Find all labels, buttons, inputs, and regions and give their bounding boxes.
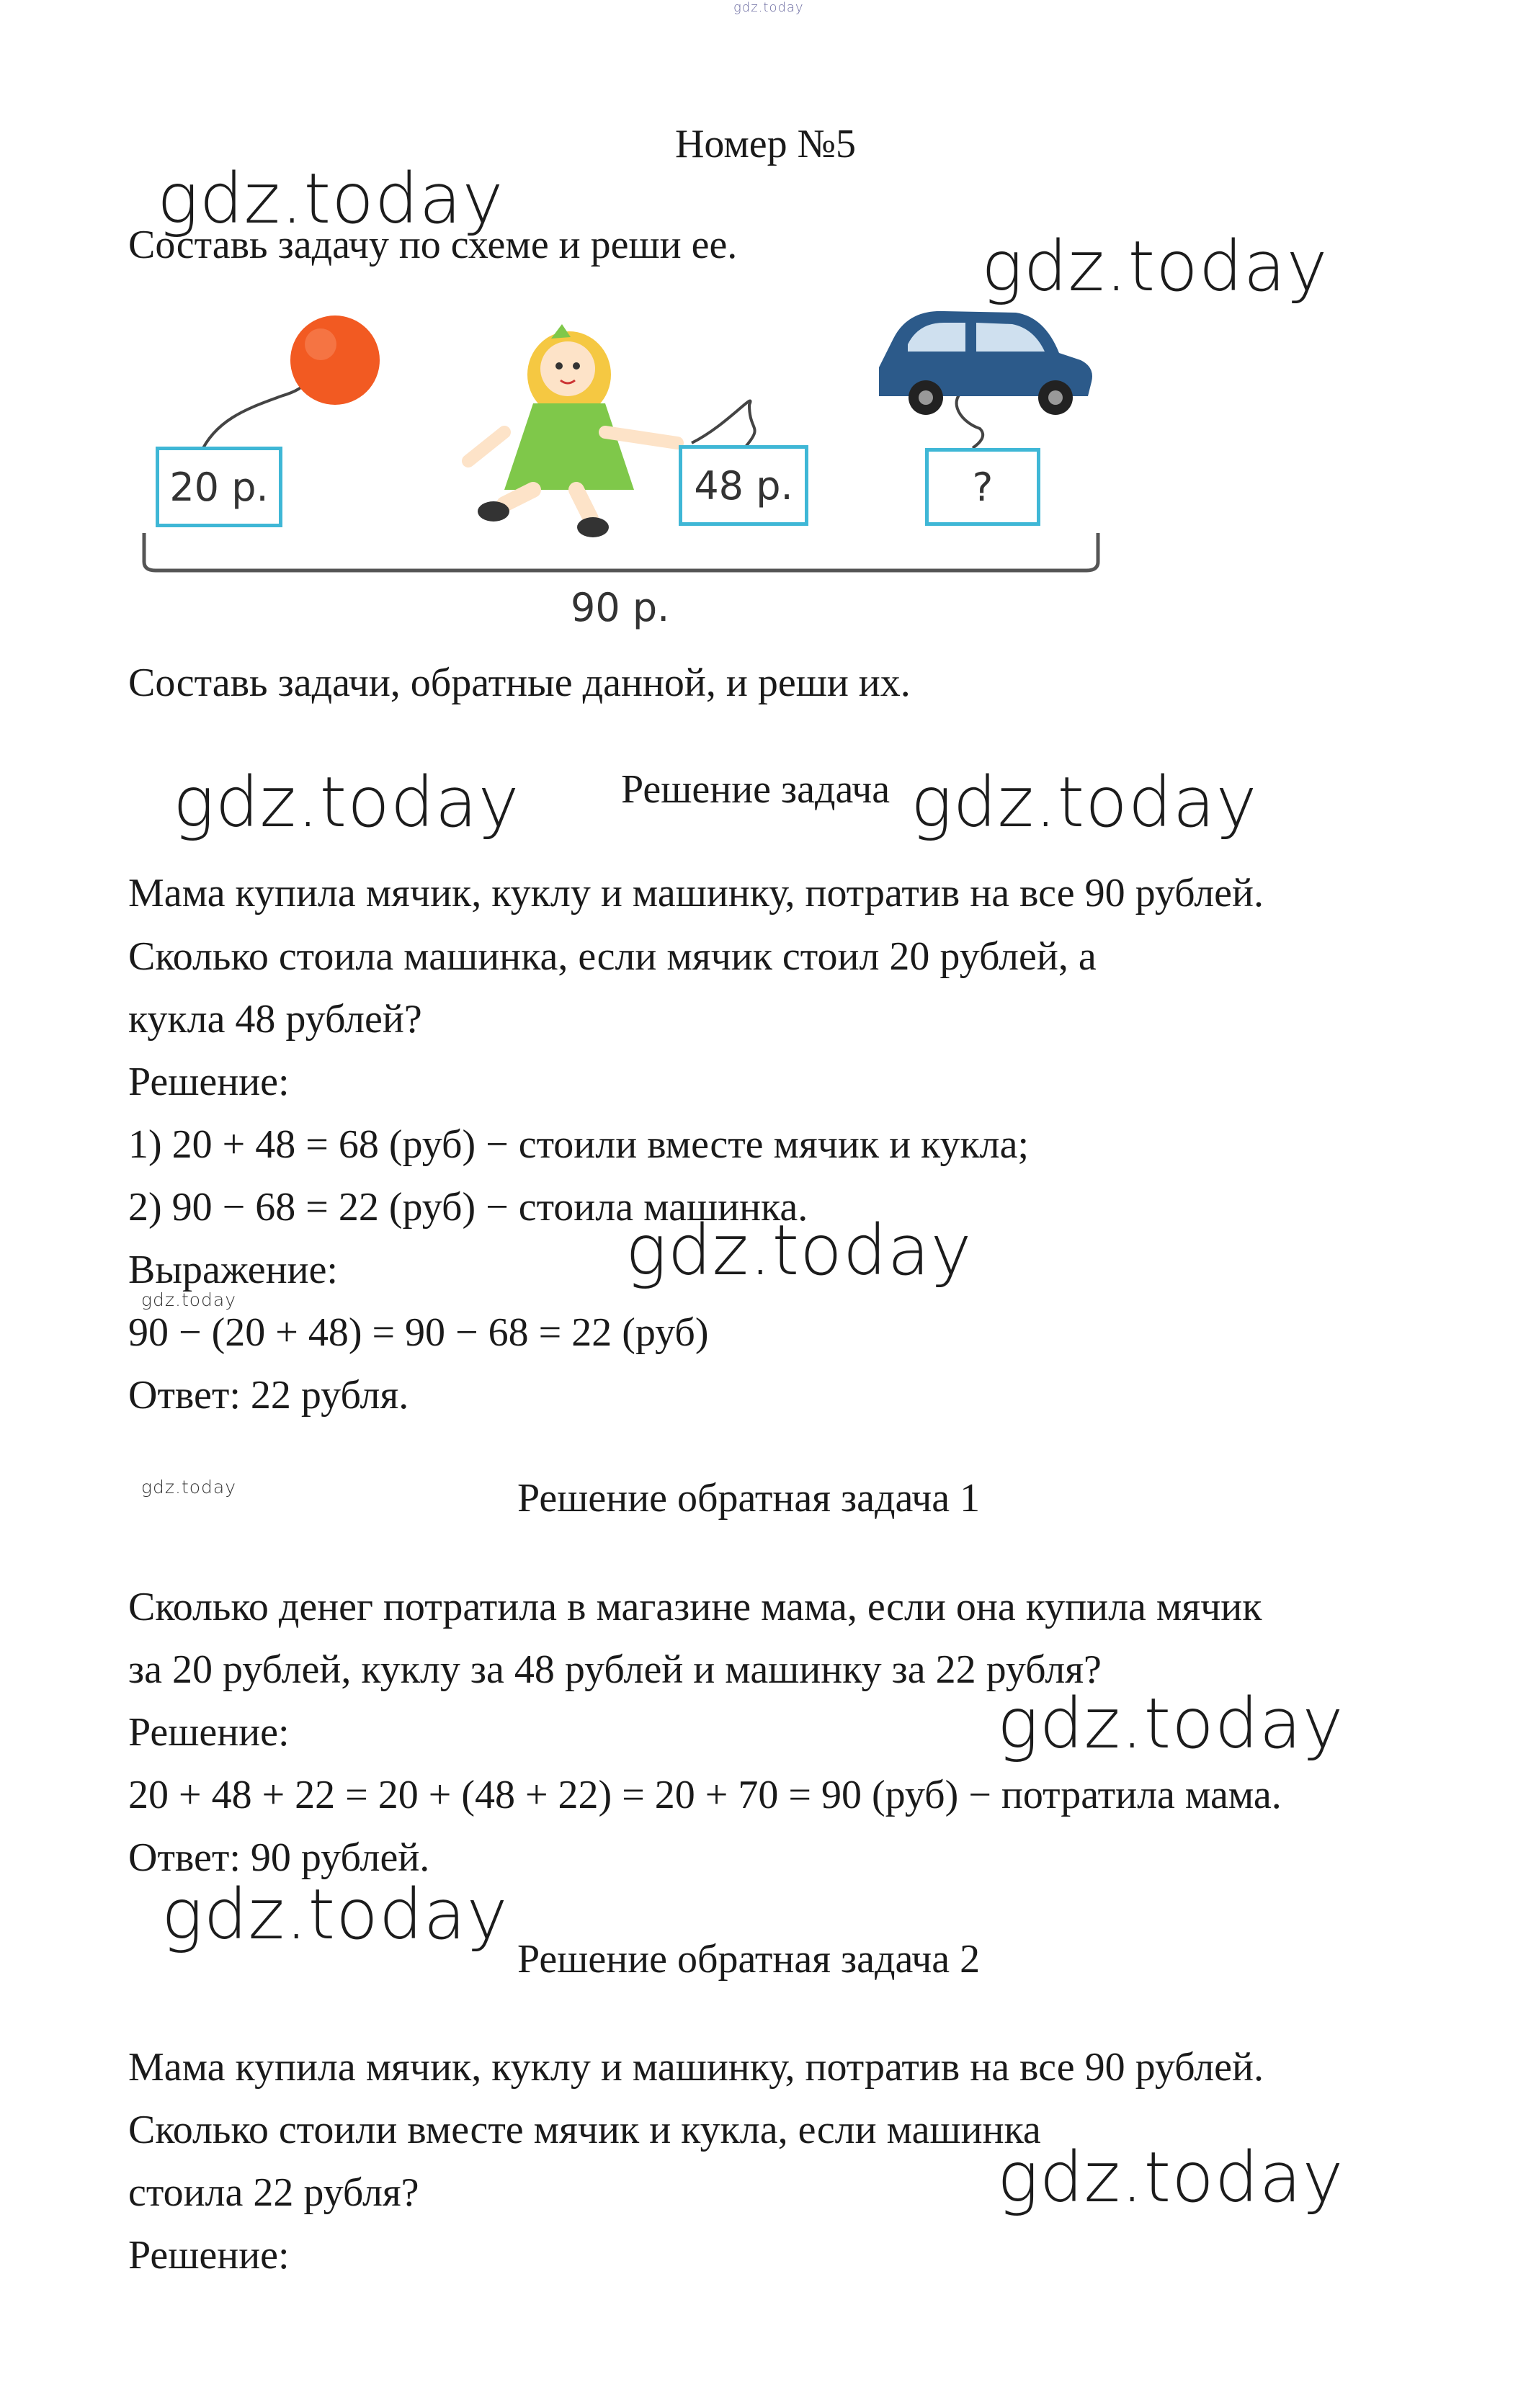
solution-main-line: Ответ: 22 рубля. (128, 1373, 409, 1418)
watermark-5: gdz.today (625, 1210, 973, 1291)
diagram (130, 288, 1110, 648)
solution-main-line: 90 − (20 + 48) = 90 − 68 = 22 (руб) (128, 1310, 709, 1355)
solution-inverse1-line: Решение: (128, 1710, 290, 1755)
car-icon (879, 311, 1092, 415)
solution-inverse2-line: стоила 22 рубля? (128, 2170, 419, 2215)
solution-main-line: кукла 48 рублей? (128, 997, 422, 1042)
watermark-2: gdz.today (981, 226, 1329, 307)
watermark-7: gdz.today (141, 1477, 237, 1498)
solution-inverse2-heading: Решение обратная задача 2 (517, 1937, 981, 1982)
watermark-6: gdz.today (141, 1289, 237, 1310)
watermark-1: gdz.today (157, 158, 504, 239)
watermark-4: gdz.today (911, 762, 1258, 843)
ball-price-box (156, 447, 282, 527)
solution-main-line: Решение: (128, 1060, 290, 1104)
solution-inverse2-line: Решение: (128, 2233, 290, 2278)
solution-main-line: 2) 90 − 68 = 22 (руб) − стоила машинка. (128, 1185, 808, 1230)
solution-inverse2-line: Сколько стоили вместе мячик и кукла, если машинка (128, 2108, 1041, 2152)
solution-main-line: Мама купила мячик, куклу и машинку, потратив на все 90 рублей. (128, 871, 1264, 916)
watermark-10: gdz.today (997, 2137, 1344, 2218)
doll-icon (468, 324, 677, 537)
solution-inverse2-line: Мама купила мячик, куклу и машинку, потратив на все 90 рублей. (128, 2045, 1264, 2090)
doll-price-box (679, 445, 808, 526)
solution-main-line: Выражение: (128, 1248, 338, 1292)
solution-inverse1-heading: Решение обратная задача 1 (517, 1476, 981, 1521)
car-price-box (925, 448, 1040, 526)
solution-main-line: 1) 20 + 48 = 68 (руб) − стоили вместе мячик и кукла; (128, 1122, 1030, 1167)
ball-price: 20 р. (169, 464, 269, 510)
watermark-top: gdz.today (733, 0, 804, 15)
total-price: 90 р. (571, 585, 670, 630)
watermark-3: gdz.today (173, 762, 520, 843)
solution-inverse1-line: Сколько денег потратила в магазине мама, если она купила мячик (128, 1585, 1262, 1629)
solution-main-heading: Решение задача (621, 767, 891, 812)
total-brace (144, 533, 1098, 570)
page-title: Номер №5 (674, 122, 857, 166)
solution-inverse1-line: за 20 рублей, куклу за 48 рублей и машинку за 22 рубля? (128, 1647, 1102, 1692)
task-instruction: Составь задачи, обратные данной, и реши их. (128, 661, 911, 705)
solution-main-line: Сколько стоила машинка, если мячик стоил 20 рублей, а (128, 934, 1097, 979)
car-price: ? (972, 464, 994, 510)
watermark-9: gdz.today (161, 1874, 509, 1955)
solution-inverse1-line: 20 + 48 + 22 = 20 + (48 + 22) = 20 + 70 = 90 (руб) − потратила мама. (128, 1773, 1282, 1817)
ball-icon (290, 315, 380, 405)
task-statement: Составь задачу по схеме и реши ее. (128, 223, 738, 267)
doll-price: 48 р. (694, 462, 793, 509)
watermark-8: gdz.today (997, 1683, 1344, 1764)
solution-inverse1-line: Ответ: 90 рублей. (128, 1835, 430, 1880)
